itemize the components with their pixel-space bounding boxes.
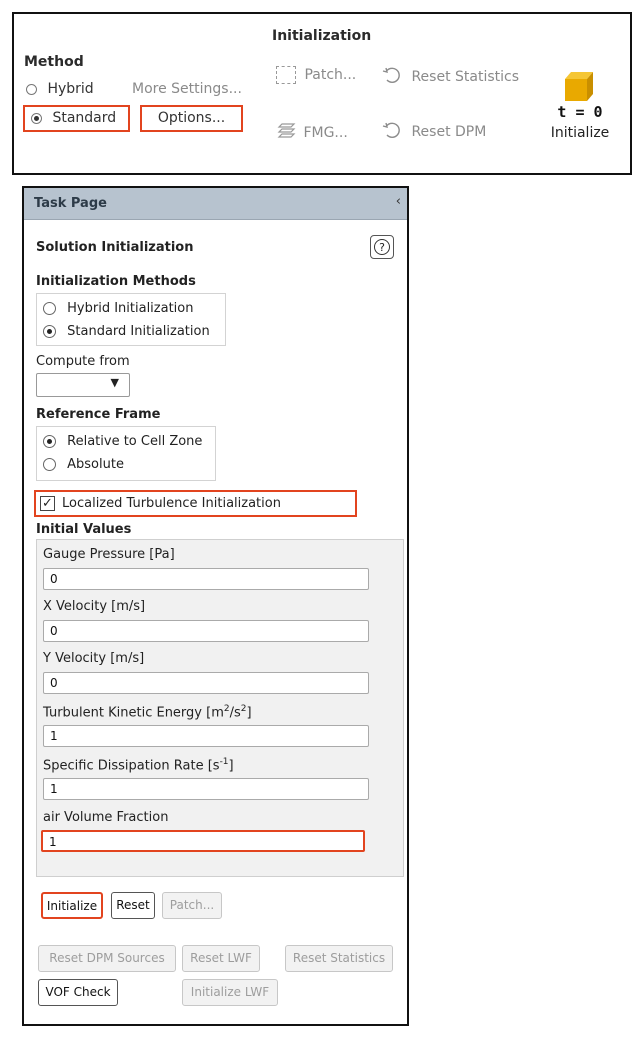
compute-from-dropdown[interactable] bbox=[36, 373, 130, 397]
specific-dissipation-rate-field[interactable]: 1 bbox=[43, 778, 369, 800]
ribbon-reset-statistics-button[interactable] bbox=[382, 66, 519, 88]
standard-initialization-label: Standard Initialization bbox=[67, 324, 210, 339]
tke-label-mid: /s bbox=[229, 705, 241, 721]
ribbon-initialize-label: Initialize bbox=[550, 125, 610, 141]
help-icon: ? bbox=[374, 239, 390, 255]
initialize-lwf-button[interactable]: Initialize LWF bbox=[182, 979, 278, 1006]
gauge-pressure-label: Gauge Pressure [Pa] bbox=[43, 547, 175, 562]
standard-initialization-radio[interactable] bbox=[43, 324, 210, 339]
initial-values-group bbox=[36, 539, 404, 877]
initialize-button[interactable]: Initialize bbox=[41, 892, 103, 919]
x-velocity-label: X Velocity [m/s] bbox=[43, 599, 146, 614]
initialize-cube-icon bbox=[563, 70, 597, 102]
air-volume-fraction-field[interactable]: 1 bbox=[41, 830, 365, 852]
ribbon-standard-label: Standard bbox=[52, 110, 117, 126]
task-page-panel bbox=[22, 186, 409, 1026]
options-button[interactable]: Options... bbox=[140, 105, 243, 132]
radio-icon bbox=[43, 302, 56, 315]
tke-label-sup2: 2 bbox=[240, 704, 247, 714]
ribbon-reset-dpm-button[interactable] bbox=[382, 121, 486, 143]
initialization-methods-label: Initialization Methods bbox=[36, 274, 196, 289]
sdr-label-sup: -1 bbox=[219, 757, 229, 767]
initialization-methods-group bbox=[36, 293, 226, 346]
absolute-label: Absolute bbox=[67, 457, 124, 472]
compute-from-label: Compute from bbox=[36, 354, 130, 369]
ribbon-initialize-button[interactable] bbox=[544, 70, 616, 150]
tke-label-end: ] bbox=[246, 705, 252, 721]
initial-values-label: Initial Values bbox=[36, 522, 132, 537]
ribbon-patch-label: Patch... bbox=[304, 67, 357, 83]
ribbon-standard-radio[interactable] bbox=[23, 105, 130, 132]
checkmark-icon: ✓ bbox=[40, 496, 55, 511]
help-button[interactable] bbox=[370, 235, 394, 259]
localized-turbulence-label: Localized Turbulence Initialization bbox=[62, 496, 281, 511]
x-velocity-field[interactable]: 0 bbox=[43, 620, 369, 642]
absolute-radio[interactable] bbox=[43, 457, 124, 472]
ribbon-reset-dpm-label: Reset DPM bbox=[411, 124, 487, 140]
reset-statistics-button[interactable]: Reset Statistics bbox=[285, 945, 393, 972]
ribbon-fmg-label: FMG... bbox=[303, 124, 348, 141]
sdr-label-end: ] bbox=[228, 758, 234, 774]
localized-turbulence-checkbox[interactable] bbox=[34, 490, 357, 517]
initialization-ribbon bbox=[12, 12, 632, 175]
reference-frame-label: Reference Frame bbox=[36, 407, 161, 422]
collapse-chevron-icon[interactable]: ‹ bbox=[395, 194, 401, 209]
initialize-t0-text: t = 0 bbox=[557, 103, 603, 121]
radio-icon bbox=[26, 84, 37, 95]
tke-label-sup: 2 bbox=[223, 704, 230, 714]
more-settings-label[interactable]: More Settings... bbox=[132, 81, 242, 97]
radio-selected-icon bbox=[31, 113, 42, 124]
fmg-icon bbox=[276, 121, 296, 144]
solution-initialization-title: Solution Initialization bbox=[36, 240, 194, 255]
task-page-header bbox=[24, 188, 407, 220]
ribbon-hybrid-label: Hybrid bbox=[47, 81, 94, 97]
task-page-title: Task Page bbox=[34, 196, 107, 211]
turbulent-kinetic-energy-field[interactable]: 1 bbox=[43, 725, 369, 747]
ribbon-reset-statistics-label: Reset Statistics bbox=[411, 69, 520, 85]
reset-icon bbox=[382, 66, 402, 88]
turbulent-kinetic-energy-label bbox=[43, 704, 252, 720]
reset-dpm-sources-button[interactable]: Reset DPM Sources bbox=[38, 945, 176, 972]
reset-lwf-button[interactable]: Reset LWF bbox=[182, 945, 260, 972]
ribbon-hybrid-radio[interactable] bbox=[26, 81, 94, 97]
radio-selected-icon bbox=[43, 325, 56, 338]
specific-dissipation-rate-label bbox=[43, 757, 234, 773]
method-label: Method bbox=[24, 54, 84, 70]
patch-icon bbox=[276, 66, 296, 84]
tke-label-main: Turbulent Kinetic Energy [m bbox=[43, 705, 224, 721]
patch-button[interactable]: Patch... bbox=[162, 892, 222, 919]
radio-selected-icon bbox=[43, 435, 56, 448]
reset-icon bbox=[382, 121, 402, 143]
reset-button[interactable]: Reset bbox=[111, 892, 155, 919]
sdr-label-main: Specific Dissipation Rate [s bbox=[43, 758, 220, 774]
hybrid-initialization-label: Hybrid Initialization bbox=[67, 301, 194, 316]
hybrid-initialization-radio[interactable] bbox=[43, 301, 193, 316]
ribbon-group-title: Initialization bbox=[272, 28, 372, 44]
vof-check-button[interactable]: VOF Check bbox=[38, 979, 118, 1006]
y-velocity-field[interactable]: 0 bbox=[43, 672, 369, 694]
relative-to-cell-zone-radio[interactable] bbox=[43, 434, 202, 449]
relative-to-cell-zone-label: Relative to Cell Zone bbox=[67, 434, 203, 449]
reference-frame-group bbox=[36, 426, 216, 481]
gauge-pressure-field[interactable]: 0 bbox=[43, 568, 369, 590]
y-velocity-label: Y Velocity [m/s] bbox=[43, 651, 145, 666]
chevron-down-icon: ▼ bbox=[110, 376, 119, 389]
ribbon-patch-button[interactable] bbox=[276, 66, 356, 84]
air-volume-fraction-label: air Volume Fraction bbox=[43, 810, 169, 825]
ribbon-fmg-button[interactable] bbox=[276, 121, 348, 144]
radio-icon bbox=[43, 458, 56, 471]
